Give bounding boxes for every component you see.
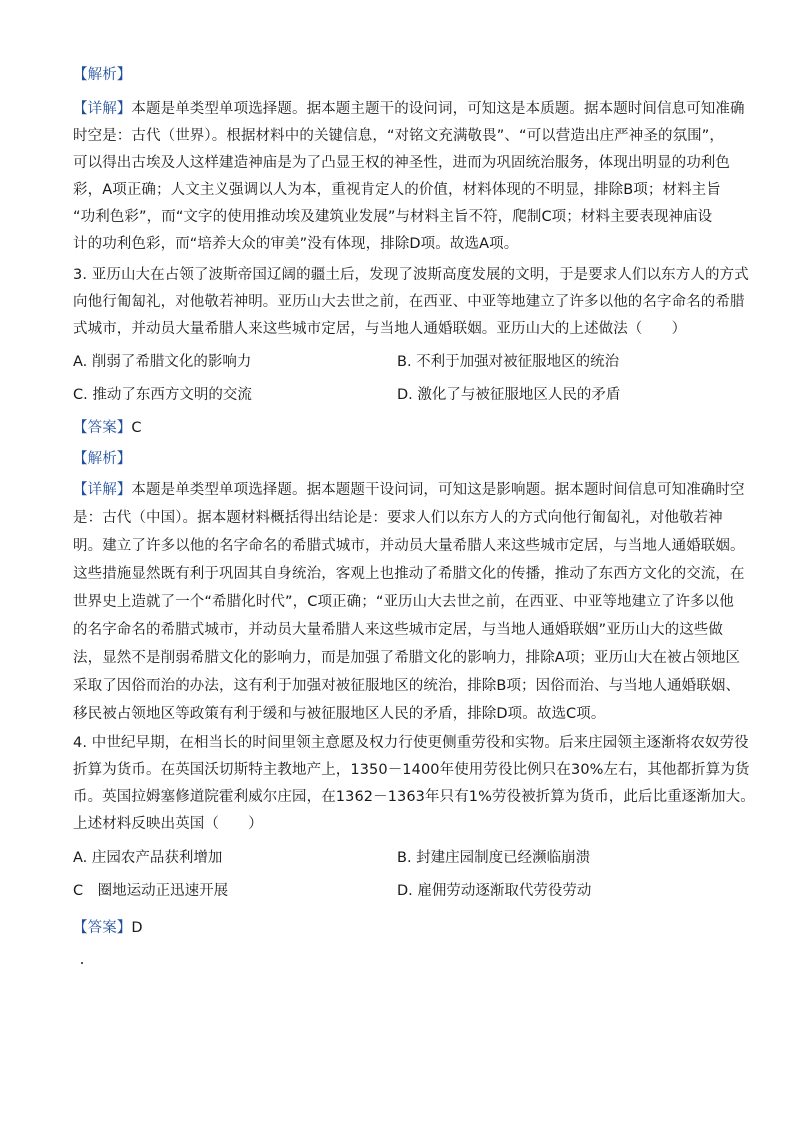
answer-tag: 【答案】 <box>73 920 132 936</box>
option-a: A. 削弱了希腊文化的影响力 <box>73 354 252 370</box>
analysis-line: 是：古代（中国）。据本题材料概括得出结论是：要求人们以东方人的方式向他行匍匐礼，对他敬若神 <box>73 510 723 526</box>
analysis-line: 法，显然不是削弱希腊文化的影响力，而是加强了希腊文化的影响力，排除A项；亚历山大在被占领地区 <box>73 650 741 666</box>
analysis-line <box>73 480 745 500</box>
question-stem-line: 折算为货币。在英国沃切斯特主教地产上，1350－1400年使用劳役比例只在30%左右，其他都折算为货 <box>73 762 750 778</box>
answer-tag: 【答案】 <box>73 420 132 436</box>
option-b: B. 不利于加强对被征服地区的统治 <box>397 354 620 370</box>
answer-line <box>73 418 723 438</box>
question-stem-line: 4. 中世纪早期，在相当长的时间里领主意愿及权力行使更侧重劳役和实物。后来庄园领主逐渐将农奴劳役 <box>73 735 749 751</box>
analysis-line: 采取了因俗而治的办法，这有利于加强对被征服地区的统治，排除B项；因俗而治、与当地人通婚联姻、 <box>73 678 741 694</box>
stray-dot <box>81 962 83 964</box>
analysis-line: 明。建立了许多以他的名字命名的希腊式城市，并动员大量希腊人来这些城市定居，与当地人通婚联姻。 <box>73 538 745 554</box>
analysis-line: 这些措施显然既有利于巩固其自身统治，客观上也推动了希腊文化的传播，推动了东西方文化的交流，在 <box>73 566 745 582</box>
answer-line <box>73 918 723 938</box>
analysis-line: 移民被占领地区等政策有利于缓和与被征服地区人民的矛盾，排除D项。故选C项。 <box>73 706 606 722</box>
analysis-line: 的名字命名的希腊式城市，并动员大量希腊人来这些城市定居，与当地人通婚联姻”亚历山大的这些做 <box>73 622 724 638</box>
xiangjie-tag: 【详解】 <box>73 101 132 117</box>
option-d: D. 雇佣劳动逐渐取代劳役劳动 <box>397 883 592 899</box>
analysis-text: 本题是单类型单项选择题。据本题题干设问词，可知这是影响题。据本题时间信息可知准确时空 <box>131 482 745 498</box>
option-d: D. 激化了与被征服地区人民的矛盾 <box>397 387 621 403</box>
analysis-line: “功利色彩”，而“文字的使用推动埃及建筑业发展”与材料主旨不符，爬制C项；材料主要表现神庙设 <box>73 209 713 225</box>
question-stem-line: 币。英国拉姆塞修道院霍利威尔庄园，在1362－1363年只有1%劳役被折算为货币，此后比重逐渐加大。 <box>73 789 755 805</box>
option-a: A. 庄园农产品获利增加 <box>73 850 223 866</box>
analysis-line: 计的功利色彩，而“培养大众的审美”没有体现，排除D项。故选A项。 <box>73 236 519 252</box>
option-c: C. 推动了东西方文明的交流 <box>73 387 252 403</box>
question-stem-line: 式城市，并动员大量希腊人来这些城市定居，与当地人通婚联姻。亚历山大的上述做法（ ） <box>73 321 687 337</box>
question-stem-line: 向他行匍匐礼，对他敬若神明。亚历山大去世之前，在西亚、中亚等地建立了许多以他的名字命名的希腊 <box>73 294 745 310</box>
jiexi-heading: 【解析】 <box>73 67 132 83</box>
analysis-text: 本题是单类型单项选择题。据本题主题干的设问词，可知这是本质题。据本题时间信息可知准确 <box>131 101 745 117</box>
answer-value: D <box>131 920 143 936</box>
answer-value: C <box>131 420 142 436</box>
option-b: B. 封建庄园制度已经濒临崩溃 <box>397 850 591 866</box>
analysis-line <box>73 99 745 119</box>
question-stem-line: 3. 亚历山大在占领了波斯帝国辽阔的疆土后，发现了波斯高度发展的文明，于是要求人们以东方人的方式 <box>73 267 749 283</box>
jiexi-heading: 【解析】 <box>73 451 132 467</box>
analysis-line: 彩，A项正确；人文主义强调以人为本，重视肯定人的价值，材料体现的不明显，排除B项；材料主旨 <box>73 182 721 198</box>
analysis-line: 时空是：古代（世界）。根据材料中的关键信息，“对铭文充满敬畏”、“可以营造出庄严神圣的氛围”， <box>73 128 724 144</box>
analysis-line: 世界史上造就了一个“希腊化时代”，C项正确；“亚历山大去世之前，在西亚、中亚等地建立了许多以他 <box>73 594 734 610</box>
analysis-line: 可以得出古埃及人这样建造神庙是为了凸显王权的神圣性，进而为巩固统治服务，体现出明显的功利色 <box>73 155 730 171</box>
xiangjie-tag: 【详解】 <box>73 482 132 498</box>
option-c: C 圈地运动正迅速开展 <box>73 883 229 899</box>
question-stem-line: 上述材料反映出英国（ ） <box>73 816 263 832</box>
